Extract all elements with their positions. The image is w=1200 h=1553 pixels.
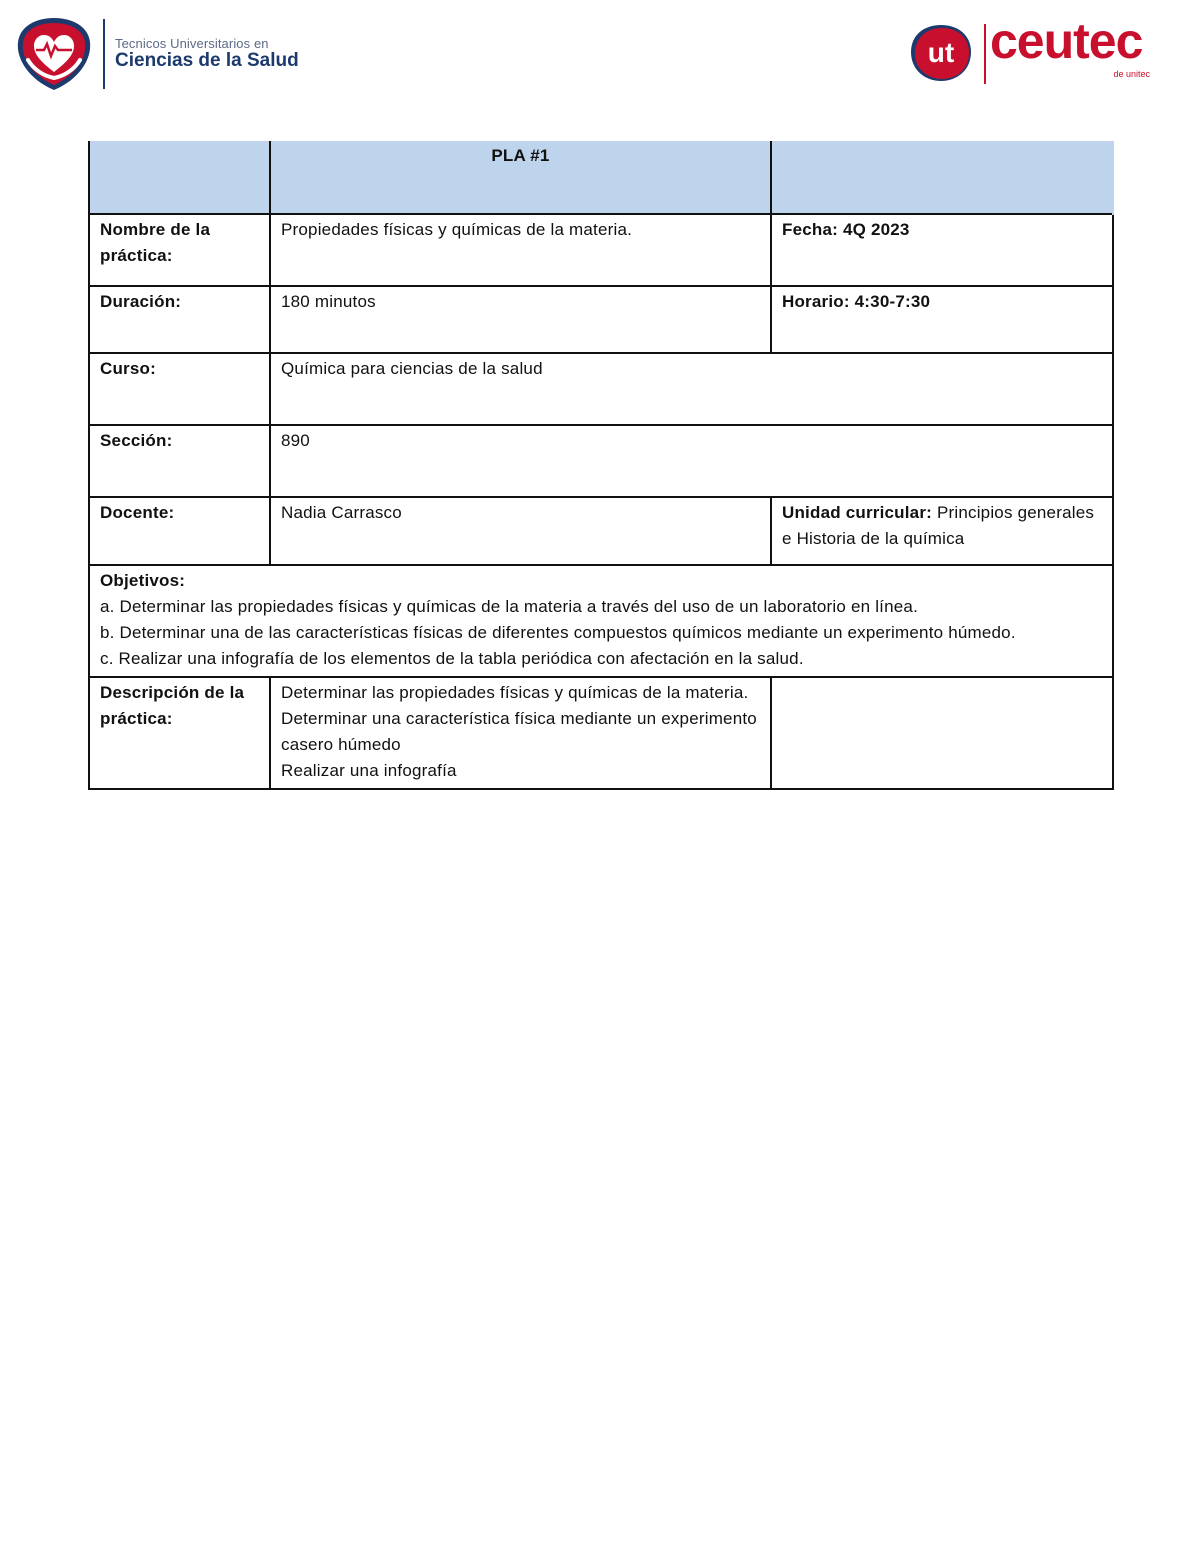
ceutec-wordmark: ceutec (990, 13, 1143, 69)
duracion-value: 180 minutos (270, 286, 771, 353)
heart-hands-seal-icon (14, 16, 94, 92)
logo-divider (103, 19, 105, 89)
ut-badge-icon (908, 22, 974, 84)
fecha-cell (771, 214, 1113, 286)
table-row-seccion (89, 425, 1113, 497)
docente-value: Nadia Carrasco (270, 497, 771, 565)
table-row-descripcion (89, 677, 1113, 789)
unidad-cell (771, 497, 1113, 565)
title-cell-empty-left (89, 141, 270, 214)
table-row-docente (89, 497, 1113, 565)
descripcion-line: Determinar las propiedades físicas y químicas de la materia. (281, 683, 749, 702)
practica-label: Nombre de la práctica: (89, 214, 270, 286)
health-sciences-logo (14, 16, 304, 92)
title-cell-empty-right (771, 141, 1113, 214)
unidad-value: Principios generales e Historia de la química (782, 503, 1095, 548)
table-row-objetivos (89, 565, 1113, 677)
objetivos-label: Objetivos: (100, 571, 186, 590)
descripcion-empty-cell (771, 677, 1113, 789)
objetivo-item: b. Determinar una de las características físicas de diferentes compuestos químicos mediante un experimento húmedo. (100, 623, 1016, 642)
pla-title: PLA #1 (270, 141, 771, 214)
descripcion-label: Descripción de la práctica: (89, 677, 270, 789)
table-row-duracion (89, 286, 1113, 353)
objetivo-item: a. Determinar las propiedades físicas y químicas de la materia a través del uso de un laboratorio en línea. (100, 597, 918, 616)
objetivo-item: c. Realizar una infografía de los elementos de la tabla periódica con afectación en la salud. (100, 649, 804, 668)
curso-value: Química para ciencias de la salud (270, 353, 1113, 425)
logo-brand-text: Ciencias de la Salud (115, 50, 299, 71)
docente-label: Docente: (89, 497, 270, 565)
horario-label: Horario: (782, 292, 850, 311)
logo-kicker-text: Tecnicos Universitarios en (115, 36, 269, 51)
descripcion-line: Determinar una característica física mediante un experimento casero húmedo (281, 709, 757, 754)
table-title-row (89, 141, 1113, 214)
fecha-value: 4Q 2023 (842, 220, 910, 239)
horario-value: 4:30-7:30 (854, 292, 931, 311)
objetivos-cell (89, 565, 1113, 677)
ceutec-logo (908, 13, 1158, 88)
horario-cell (771, 286, 1113, 353)
descripcion-value (270, 677, 771, 789)
ceutec-subtext: de unitec (1113, 69, 1150, 79)
unidad-label: Unidad curricular: (782, 503, 933, 522)
seccion-value: 890 (270, 425, 1113, 497)
ceutec-divider (984, 24, 986, 84)
ut-badge-text: ut (927, 37, 955, 68)
curso-label: Curso: (89, 353, 270, 425)
table-row-practica (89, 214, 1113, 286)
table-row-curso (89, 353, 1113, 425)
duracion-label: Duración: (89, 286, 270, 353)
descripcion-line: Realizar una infografía (281, 761, 457, 780)
seccion-label: Sección: (89, 425, 270, 497)
pla-form-table (88, 141, 1114, 790)
practica-value: Propiedades físicas y químicas de la materia. (270, 214, 771, 286)
fecha-label: Fecha: (782, 220, 838, 239)
